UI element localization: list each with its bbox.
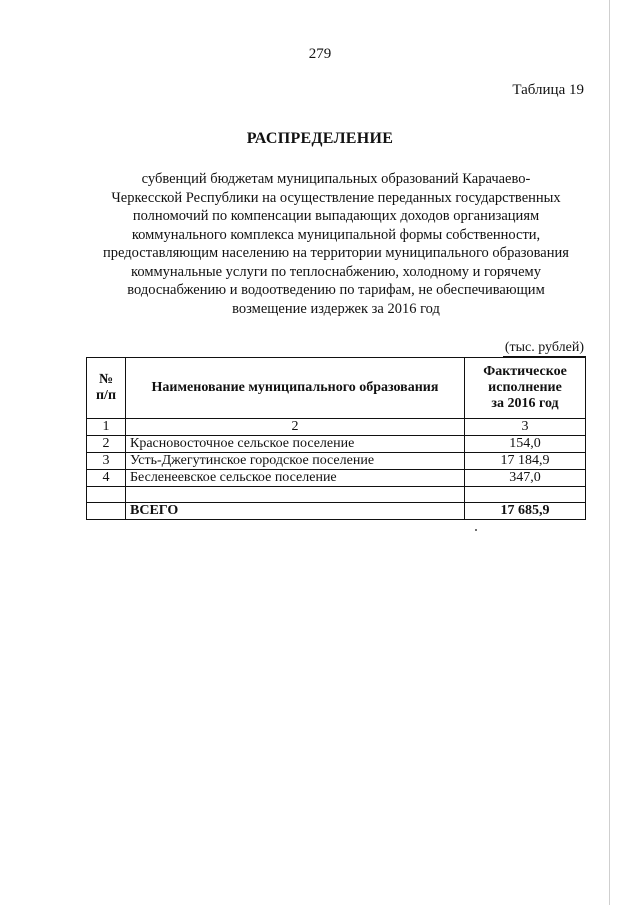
table-row [87, 453, 586, 470]
subtitle-line: водоснабжению и водоотведению по тарифам, не обеспечивающим [127, 282, 545, 298]
header-value-line: за 2016 год [491, 396, 559, 411]
units-label: (тыс. рублей) [504, 340, 584, 355]
row-name: Усть-Джегутинское городское поселение [126, 453, 465, 470]
index-cell: 3 [465, 419, 586, 436]
document-title: РАСПРЕДЕЛЕНИЕ [246, 130, 394, 147]
subtitle-line: возмещение издержек за 2016 год [232, 300, 440, 317]
subtitle-line: предоставляющим населению на территории муниципального образования [103, 245, 569, 261]
header-num [87, 358, 126, 419]
total-row [87, 503, 586, 520]
subtitle-line: коммунального комплекса муниципальной формы собственности, [131, 226, 541, 243]
index-cell: 1 [87, 419, 126, 436]
row-value: 154,0 [465, 436, 586, 453]
table-row [87, 436, 586, 453]
table-label: Таблица 19 [512, 82, 584, 98]
header-num-line: № [98, 372, 114, 387]
empty-row [87, 487, 586, 503]
column-index-row [87, 419, 586, 436]
row-num: 4 [87, 470, 126, 487]
header-value-line: Фактическое [483, 364, 567, 379]
row-name: Бесленеевское сельское поселение [126, 470, 465, 487]
row-name: Красновосточное сельское поселение [126, 436, 465, 453]
row-num: 2 [87, 436, 126, 453]
row-value: 17 184,9 [465, 453, 586, 470]
page-number: 279 [308, 46, 332, 62]
index-cell: 2 [126, 419, 465, 436]
row-value: 347,0 [465, 470, 586, 487]
distribution-table [86, 357, 586, 520]
subtitle-line: субвенций бюджетам муниципальных образований Карачаево- [141, 171, 531, 187]
header-value [465, 358, 586, 419]
document-subtitle [86, 170, 586, 318]
header-name: Наименование муниципального образования [126, 358, 465, 419]
total-label: ВСЕГО [126, 503, 465, 520]
table-row [87, 470, 586, 487]
header-value-line: исполнение [488, 380, 562, 395]
header-num-line: п/п [95, 388, 117, 403]
subtitle-line: Черкесской Республики на осуществление переданных государственных [111, 189, 561, 206]
table-header-row [87, 358, 586, 419]
subtitle-line: полномочий по компенсации выпадающих доходов организациям [132, 208, 540, 224]
row-num: 3 [87, 453, 126, 470]
scan-speck [475, 529, 477, 531]
total-value: 17 685,9 [465, 503, 586, 520]
subtitle-line: коммунальные услуги по теплоснабжению, холодному и горячему [131, 263, 541, 280]
